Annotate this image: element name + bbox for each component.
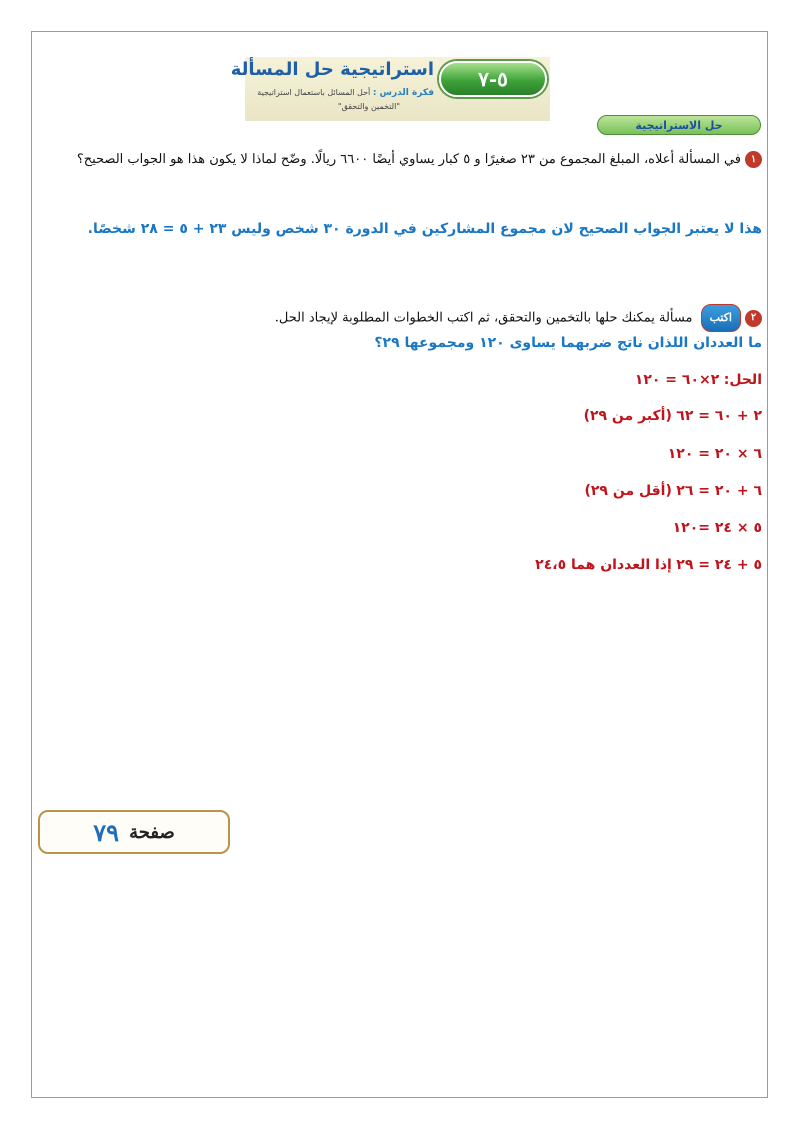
lesson-idea: [257, 88, 434, 98]
page-number: ٧٩: [93, 817, 120, 847]
solution-step-6-eq: ٥ + ٢٤ = ٢٩: [676, 557, 762, 573]
page-number-box: [38, 810, 230, 854]
solution-step-6-note: إذا العددان هما ٢٤،٥: [535, 557, 672, 573]
solution-step-1: [635, 372, 762, 388]
write-badge: اكتب: [701, 304, 741, 332]
question-1-answer: هذا لا يعتبر الجواب الصحيح لان مجموع المشاركين في الدورة ٣٠ شخص وليس ٢٣ + ٥ = ٢٨ شخصًا.: [87, 221, 762, 237]
solution-step-2: [584, 408, 762, 424]
question-1-number: ١: [745, 151, 762, 168]
solution-step-5: ٥ × ٢٤ =١٢٠: [672, 520, 762, 536]
question-1: [72, 148, 762, 172]
lesson-banner: [230, 57, 550, 121]
solution-step-4-eq: ٦ + ٢٠ = ٢٦: [676, 483, 762, 499]
question-1-text: في المسألة أعلاه، المبلغ المجموع من ٢٣ صغيرًا و ٥ كبار يساوي أيضًا ٦٦٠٠ ريالًا. وضّح لماذا لا يكون هذا هو الجواب الصحيح؟: [76, 152, 741, 167]
lesson-idea-quote: "التخمين والتحقق": [337, 102, 400, 111]
solution-step-4: [584, 483, 762, 499]
strategy-tab: حل الاستراتيجية: [597, 115, 761, 135]
lesson-idea-text: أحل المسائل باستعمال استراتيجية: [257, 88, 371, 97]
solution-step-3: ٦ × ٢٠ = ١٢٠: [667, 446, 762, 462]
solution-step-1-eq: ٢×٦٠ = ١٢٠: [634, 372, 720, 388]
solution-step-4-note: (أقل من ٢٩): [584, 483, 672, 499]
question-2-problem: ما العددان اللذان ناتج ضربهما يساوى ١٢٠ ومجموعها ٢٩؟: [374, 335, 762, 351]
lesson-number-badge: ٥-٧: [439, 61, 547, 97]
solution-step-2-note: (أكبر من ٢٩): [583, 408, 672, 424]
question-2-number: ٢: [745, 310, 762, 327]
page-label: صفحة: [129, 821, 175, 843]
question-2-text: مسألة يمكنك حلها بالتخمين والتحقق، ثم اكتب الخطوات المطلوبة لإيجاد الحل.: [274, 310, 693, 326]
lesson-idea-label: فكرة الدرس :: [372, 88, 434, 98]
solution-step-6: [535, 557, 762, 573]
solution-step-2-eq: ٢ + ٦٠ = ٦٢: [676, 408, 762, 424]
solution-label: الحل:: [723, 372, 762, 388]
lesson-title: استراتيجية حل المسألة: [230, 59, 434, 80]
question-2: [72, 304, 762, 332]
